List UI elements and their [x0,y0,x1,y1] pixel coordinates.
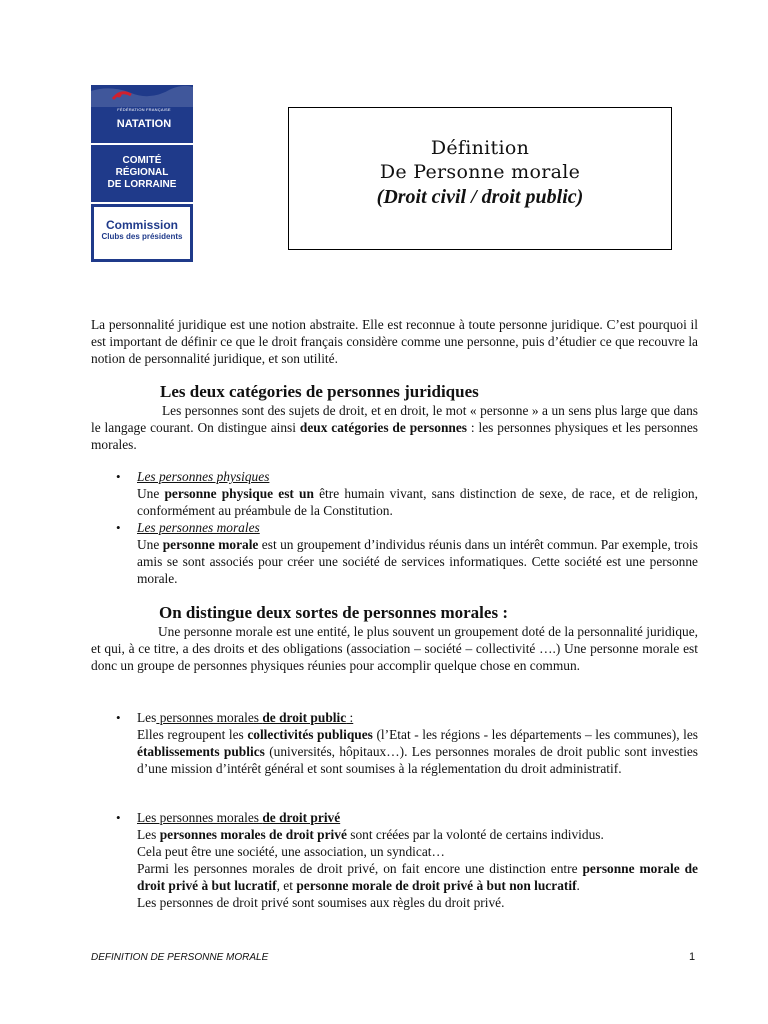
section1-paragraph [91,402,698,453]
item2-title: Les personnes morales [137,520,260,535]
logo-comite-block [91,145,193,202]
priv-ul-text: Les personnes morales [137,810,263,825]
list-item-droit-prive [137,809,698,911]
logo-natation-text: NATATION [116,118,172,130]
priv-bold-1: personnes morales de droit privé [159,827,347,842]
priv-line2: Cela peut être une société, une association, un syndicat… [137,844,445,859]
item2-text-b: est un groupement d’individus réunis dans un intérêt commun. Par exemple, trois amis se sont associés pour créer une société de services informatiques. Cette société est une personne morale. [137,537,698,586]
logo-natation-block [91,85,193,143]
wave-icon [91,85,193,107]
priv-underlined [137,810,340,825]
section1-bold: deux catégories de personnes [299,420,467,435]
priv-last-line: Les personnes de droit privé sont soumises aux règles du droit privé. [137,895,505,910]
pub-text-b: (l’Etat - les régions - les départements – les communes), les [372,727,698,742]
bullet-icon: • [116,469,121,484]
pub-colon: : [346,710,354,725]
logo-commission-inner [94,207,190,259]
list-item-physiques [137,468,698,519]
logo [91,85,193,262]
pub-underlined [156,710,353,725]
pub-prefix: Les [137,710,157,725]
priv-text-e: . [576,878,580,893]
bullet-icon: • [116,710,121,725]
priv-text-b: sont créées par la volonté de certains individus. [346,827,604,842]
title-line3: (Droit civil / droit public) [376,186,584,208]
pub-text-a: Elles regroupent les [137,727,248,742]
item1-bold: personne physique est un [164,486,314,501]
bullet-icon: • [116,810,121,825]
item1-text-b: être humain vivant, sans distinction de sexe, de race, et de religion, conformément au préambule de la Constitution. [137,486,698,518]
title-box [288,107,672,250]
title-line1: Définition [430,137,530,159]
item1-title: Les personnes physiques [137,469,270,484]
pub-text-c: (universités, hôpitaux…). Les personnes morales de droit public sont investies d’une mission d’intérêt général et sont soumises à la réglementation du droit administratif. [137,744,698,776]
logo-federation-text: FÉDÉRATION FRANÇAISE [117,107,171,112]
logo-clubs-text: Clubs des présidents [101,232,183,241]
priv-text-d: , et [276,878,297,893]
pub-bold: de droit public [262,710,347,725]
bullet-icon: • [116,520,121,535]
section1-text-a: Les personnes sont des sujets de droit, et en droit, le mot « personne » a un sens plus large que dans le langage courant. On distingue ainsi [91,403,698,435]
logo-commission-block [91,204,193,262]
title-line2: De Personne morale [379,161,581,183]
logo-comite-line3: DE LORRAINE [107,179,177,190]
priv-text-c: Parmi les personnes morales de droit privé, on fait encore une distinction entre [137,861,583,876]
item1-text-a: Une [137,486,165,501]
page-number: 1 [689,951,696,963]
pub-bold-1: collectivités publiques [247,727,373,742]
pub-ul-text: personnes morales [156,710,263,725]
section2-heading: On distingue deux sortes de personnes morales : [159,603,508,622]
logo-comite-line1: COMITÉ [122,155,162,166]
intro-paragraph: La personnalité juridique est une notion abstraite. Elle est reconnue à toute personne juridique. C’est pourquoi il est important de définir ce que le droit français considère comme une personne, puis d’étudier ce que recouvre la notion de personnalité juridique, et son utilité. [91,317,698,366]
section1-heading: Les deux catégories de personnes juridiques [160,382,479,401]
section2-paragraph: Une personne morale est une entité, le plus souvent un groupement doté de la personnalité juridique, et qui, à ce titre, a des droits et des obligations (association – société – collectivité ….) Une personne morale est donc un groupe de personnes physiques réunies pour accomplir quelque chose en commun. [91,624,698,673]
priv-bold: de droit privé [262,810,341,825]
priv-bold-2: personne morale de droit privé à but lucratif [137,861,699,893]
section1-text-b: : les personnes physiques et les personnes morales. [91,420,698,452]
pub-bold-2: établissements publics [137,744,265,759]
priv-text-a: Les [137,827,160,842]
list-item-morales [137,519,698,587]
footer-title: DEFINITION DE PERSONNE MORALE [91,952,269,963]
item2-text-a: Une [137,537,163,552]
logo-comite-line2: RÉGIONAL [115,167,169,178]
logo-commission-text: Commission [105,218,178,232]
priv-bold-3: personne morale de droit privé à but non lucratif [296,878,577,893]
item2-bold: personne morale [162,537,259,552]
list-item-droit-public [137,709,698,777]
